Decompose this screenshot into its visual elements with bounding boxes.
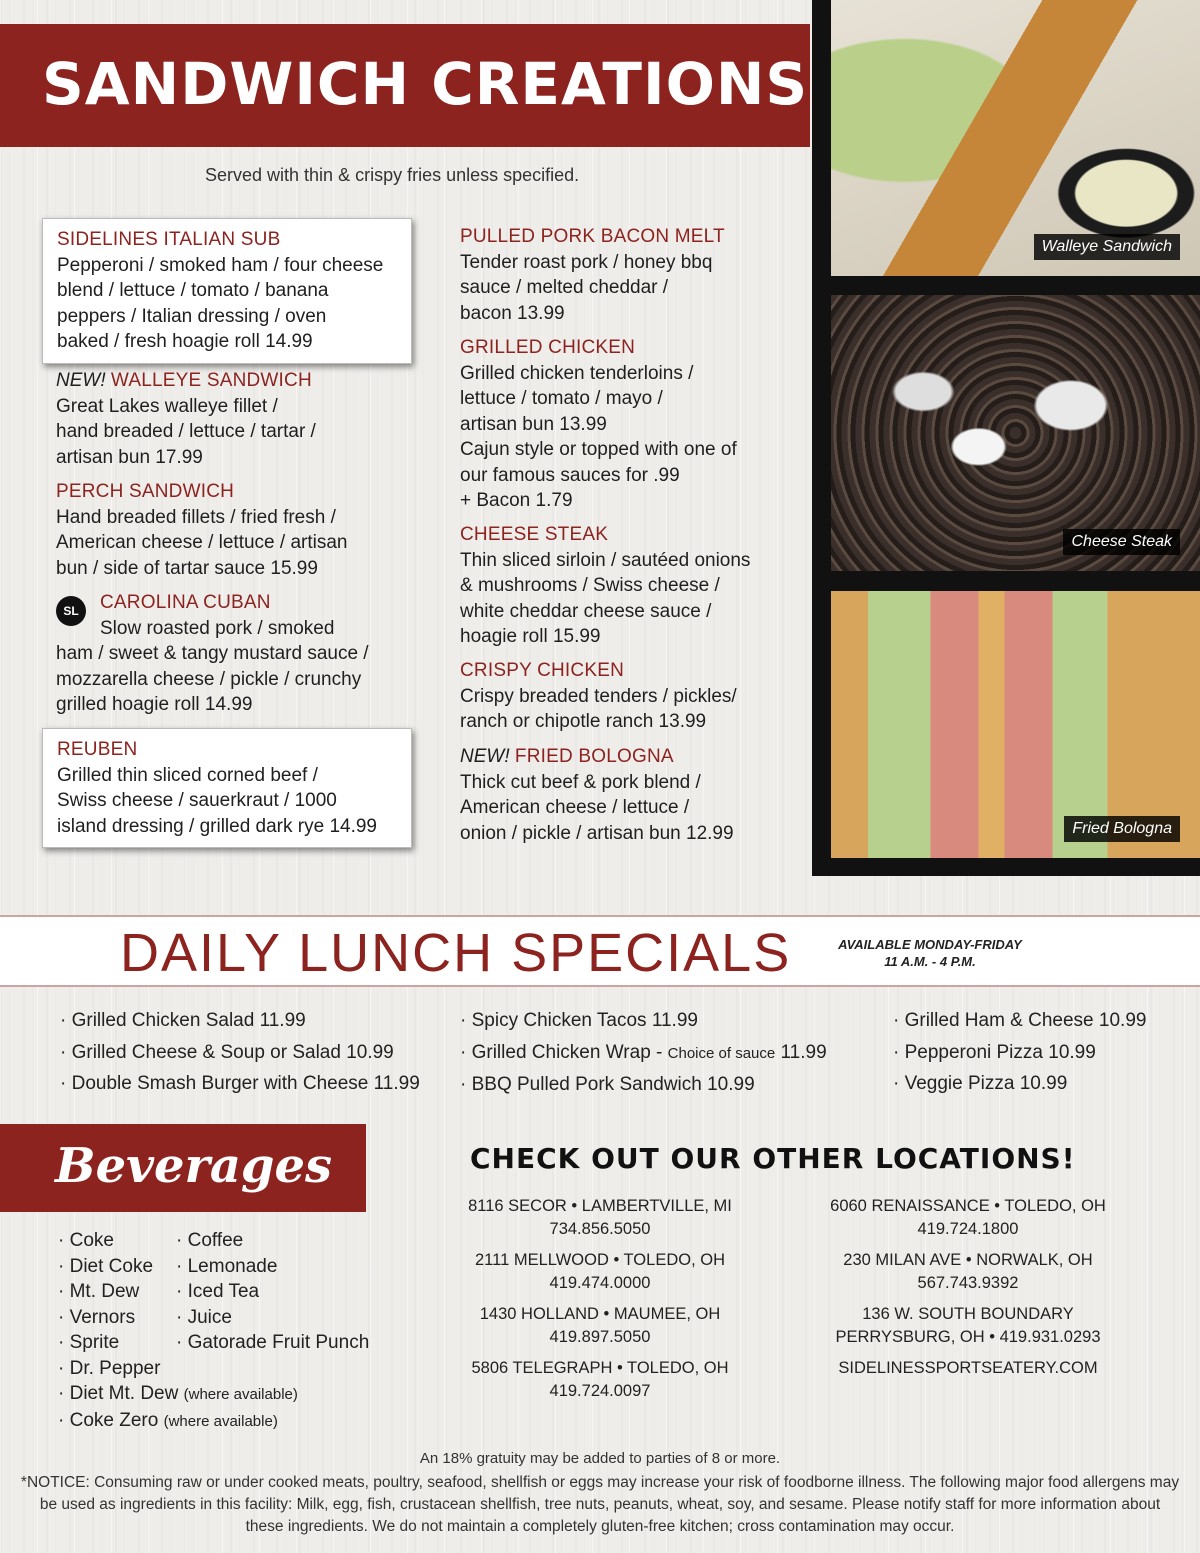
item-name: WALLEYE SANDWICH xyxy=(110,370,312,391)
subtitle: Served with thin & crispy fries unless specified. xyxy=(205,165,580,185)
location-address: 6060 RENAISSANCE • TOLEDO, OH xyxy=(830,1197,1106,1215)
locations-title: CHECK OUT OUR OTHER LOCATIONS! xyxy=(470,1142,1076,1175)
item-name: PULLED PORK BACON MELT xyxy=(460,226,725,247)
item-desc-line: blend / lettuce / tomato / banana xyxy=(57,280,329,301)
lunch-list-col3 xyxy=(893,1005,1146,1100)
location-phone: PERRYSBURG, OH • 419.931.0293 xyxy=(835,1328,1101,1346)
item-desc-line: hoagie roll 15.99 xyxy=(460,626,601,647)
item-desc-line: + Bacon 1.79 xyxy=(460,490,573,511)
item-name: CHEESE STEAK xyxy=(460,524,609,545)
menu-item-fried-bologna xyxy=(460,744,800,846)
fried-bologna-photo xyxy=(831,591,1200,858)
photo-column xyxy=(812,0,1200,876)
locations-left xyxy=(440,1195,760,1403)
lunch-item: · Grilled Cheese & Soup or Salad 10.99 xyxy=(60,1041,394,1063)
location-address: 5806 TELEGRAPH • TOLEDO, OH xyxy=(471,1359,729,1377)
new-badge: NEW! xyxy=(56,370,106,391)
lunch-item: · Double Smash Burger with Cheese 11.99 xyxy=(60,1073,420,1094)
lunch-item: · Pepperoni Pizza 10.99 xyxy=(893,1041,1096,1063)
item-desc-line: onion / pickle / artisan bun 12.99 xyxy=(460,822,734,844)
beverage-item: · Iced Tea xyxy=(176,1281,260,1302)
beverage-note: (where available) xyxy=(163,1412,278,1430)
location-phone: 567.743.9392 xyxy=(917,1274,1019,1292)
item-name: PERCH SANDWICH xyxy=(56,481,235,502)
beverage-item xyxy=(58,1408,298,1435)
item-desc-line: island dressing / grilled dark rye 14.99 xyxy=(57,815,378,837)
lunch-item xyxy=(460,1037,827,1070)
menu-item-perch xyxy=(56,479,416,581)
location-address: 2111 MELLWOOD • TOLEDO, OH xyxy=(475,1251,725,1269)
allergen-notice: *NOTICE: Consuming raw or under cooked meats, poultry, seafood, shellfish or eggs may increase your risk of foodborne illness. The following major food allergens may be used as ingredients in this facility: Milk, egg, fish, crustacean shellfish, tree nuts, peanuts, wheat, soy, and sesame. Please notify staff for more information about these ingredients. We do not maintain a completely gluten-free kitchen; cross contamination may occur. xyxy=(20,1474,1180,1535)
item-desc-line: ham / sweet & tangy mustard sauce / xyxy=(56,643,369,664)
item-desc-line: sauce / melted cheddar / xyxy=(460,277,669,298)
location-phone: 419.897.5050 xyxy=(549,1328,651,1346)
item-name: CAROLINA CUBAN xyxy=(100,592,271,613)
menu-item-reuben xyxy=(42,728,412,848)
beverage-item: · Mt. Dew xyxy=(58,1281,140,1302)
item-desc-line: artisan bun 13.99 xyxy=(460,413,607,435)
item-name: CRISPY CHICKEN xyxy=(460,660,624,681)
lunch-item: · Grilled Ham & Cheese 10.99 xyxy=(893,1010,1147,1031)
item-desc-line: artisan bun 17.99 xyxy=(56,446,203,468)
lunch-item: · BBQ Pulled Pork Sandwich 10.99 xyxy=(460,1074,755,1095)
item-desc-line: our famous sauces for .99 xyxy=(460,464,680,486)
menu-item-grilled-chicken xyxy=(460,335,800,514)
locations-right xyxy=(808,1195,1128,1380)
item-name: SIDELINES ITALIAN SUB xyxy=(57,229,281,250)
item-name: REUBEN xyxy=(57,739,138,760)
availability-hours: 11 A.M. - 4 P.M. xyxy=(884,954,976,969)
item-desc-line: Grilled chicken tenderloins / xyxy=(460,362,694,384)
lunch-item-price: 11.99 xyxy=(775,1041,827,1063)
photo-caption: Fried Bologna xyxy=(1064,816,1180,842)
beverage-note: (where available) xyxy=(183,1386,298,1403)
new-badge: NEW! xyxy=(460,746,510,767)
beverage-item: · Vernors xyxy=(58,1306,136,1328)
menu-item-carolina-cuban xyxy=(56,590,426,718)
beverage-item: · Gatorade Fruit Punch xyxy=(176,1332,370,1353)
walleye-sandwich-photo xyxy=(831,0,1200,276)
item-desc-line: white cheddar cheese sauce / xyxy=(460,600,712,622)
item-desc-line: bacon 13.99 xyxy=(460,302,565,324)
location-address: 136 W. SOUTH BOUNDARY xyxy=(862,1305,1074,1323)
availability-days: AVAILABLE MONDAY-FRIDAY xyxy=(838,937,1022,952)
item-desc-line: American cheese / lettuce / xyxy=(460,797,690,818)
item-desc-line: Tender roast pork / honey bbq xyxy=(460,251,713,273)
lunch-list-col1 xyxy=(60,1005,420,1100)
lunch-item-main: · Grilled Chicken Wrap - xyxy=(460,1041,668,1063)
item-desc-line: Slow roasted pork / smoked xyxy=(100,617,335,639)
item-desc-line: & mushrooms / Swiss cheese / xyxy=(460,575,720,596)
item-desc-line: Hand breaded fillets / fried fresh / xyxy=(56,506,336,528)
menu-item-pulled-pork xyxy=(460,224,800,326)
beverage-name: · Diet Mt. Dew xyxy=(58,1383,179,1404)
lunch-item-note: Choice of sauce xyxy=(667,1044,776,1062)
lunch-list-col2 xyxy=(460,1005,827,1101)
beverage-item: · Sprite xyxy=(58,1332,120,1353)
item-desc-line: baked / fresh hoagie roll 14.99 xyxy=(57,331,313,352)
item-desc-line: Thick cut beef & pork blend / xyxy=(460,771,701,793)
page-title: SANDWICH CREATIONS xyxy=(42,50,809,118)
lunch-specials-title: DAILY LUNCH SPECIALS xyxy=(120,923,792,983)
location-address: 1430 HOLLAND • MAUMEE, OH xyxy=(479,1305,721,1323)
title-banner xyxy=(0,24,810,147)
lunch-item: · Spicy Chicken Tacos 11.99 xyxy=(460,1010,698,1031)
beverage-item: · Dr. Pepper xyxy=(58,1357,161,1379)
beverage-item: · Diet Coke xyxy=(58,1255,154,1277)
item-desc-line: American cheese / lettuce / artisan xyxy=(56,532,348,553)
menu-item-italian-sub xyxy=(42,218,412,364)
beverage-name: · Coke Zero xyxy=(58,1409,159,1431)
location-phone: 419.724.0097 xyxy=(549,1382,651,1400)
item-desc-line: Thin sliced sirloin / sautéed onions xyxy=(460,549,751,571)
menu-item-cheese-steak xyxy=(460,522,800,650)
item-desc-line: mozzarella cheese / pickle / crunchy xyxy=(56,668,362,690)
item-name: FRIED BOLOGNA xyxy=(514,746,674,767)
menu-item-crispy-chicken xyxy=(460,658,800,735)
menu-item-walleye xyxy=(56,368,416,470)
location-phone: 734.856.5050 xyxy=(549,1220,651,1238)
item-desc-line: Pepperoni / smoked ham / four cheese xyxy=(57,254,384,276)
beverages-title: Beverages xyxy=(55,1138,333,1194)
item-desc-line: Crispy breaded tenders / pickles/ xyxy=(460,685,737,707)
gratuity-note: An 18% gratuity may be added to parties of 8 or more. xyxy=(419,1450,781,1467)
beverage-item: · Coffee xyxy=(176,1230,244,1251)
beverage-item xyxy=(58,1381,298,1408)
item-desc-line: Great Lakes walleye fillet / xyxy=(56,395,278,417)
lunch-item: · Veggie Pizza 10.99 xyxy=(893,1073,1068,1094)
item-desc-line: Cajun style or topped with one of xyxy=(460,439,737,460)
lunch-item: · Grilled Chicken Salad 11.99 xyxy=(60,1010,306,1031)
beverage-item: · Coke xyxy=(58,1230,114,1251)
item-desc-line: lettuce / tomato / mayo / xyxy=(460,388,663,409)
sl-logo-icon: SL xyxy=(56,596,86,626)
location-address: 230 MILAN AVE • NORWALK, OH xyxy=(843,1251,1093,1269)
lunch-availability xyxy=(820,936,1040,970)
website-link[interactable]: SIDELINESSPORTSEATERY.COM xyxy=(838,1359,1098,1377)
location-phone: 419.724.1800 xyxy=(917,1220,1019,1238)
beverages-col2 xyxy=(176,1228,369,1356)
location-phone: 419.474.0000 xyxy=(549,1274,651,1292)
item-desc-line: Grilled thin sliced corned beef / xyxy=(57,764,318,786)
cheese-steak-photo xyxy=(831,295,1200,571)
item-desc-line: Swiss cheese / sauerkraut / 1000 xyxy=(57,790,337,811)
item-desc-line: ranch or chipotle ranch 13.99 xyxy=(460,711,707,732)
beverage-item: · Lemonade xyxy=(176,1255,278,1277)
location-address: 8116 SECOR • LAMBERTVILLE, MI xyxy=(468,1197,732,1215)
photo-caption: Cheese Steak xyxy=(1063,529,1180,555)
item-desc-line: hand breaded / lettuce / tartar / xyxy=(56,421,316,442)
item-desc-line: bun / side of tartar sauce 15.99 xyxy=(56,557,318,579)
beverage-item: · Juice xyxy=(176,1306,232,1328)
item-desc-line: peppers / Italian dressing / oven xyxy=(57,305,327,327)
item-name: GRILLED CHICKEN xyxy=(460,337,636,358)
beverages-banner xyxy=(0,1124,366,1212)
item-desc-line: grilled hoagie roll 14.99 xyxy=(56,694,253,715)
photo-caption: Walleye Sandwich xyxy=(1034,234,1180,260)
